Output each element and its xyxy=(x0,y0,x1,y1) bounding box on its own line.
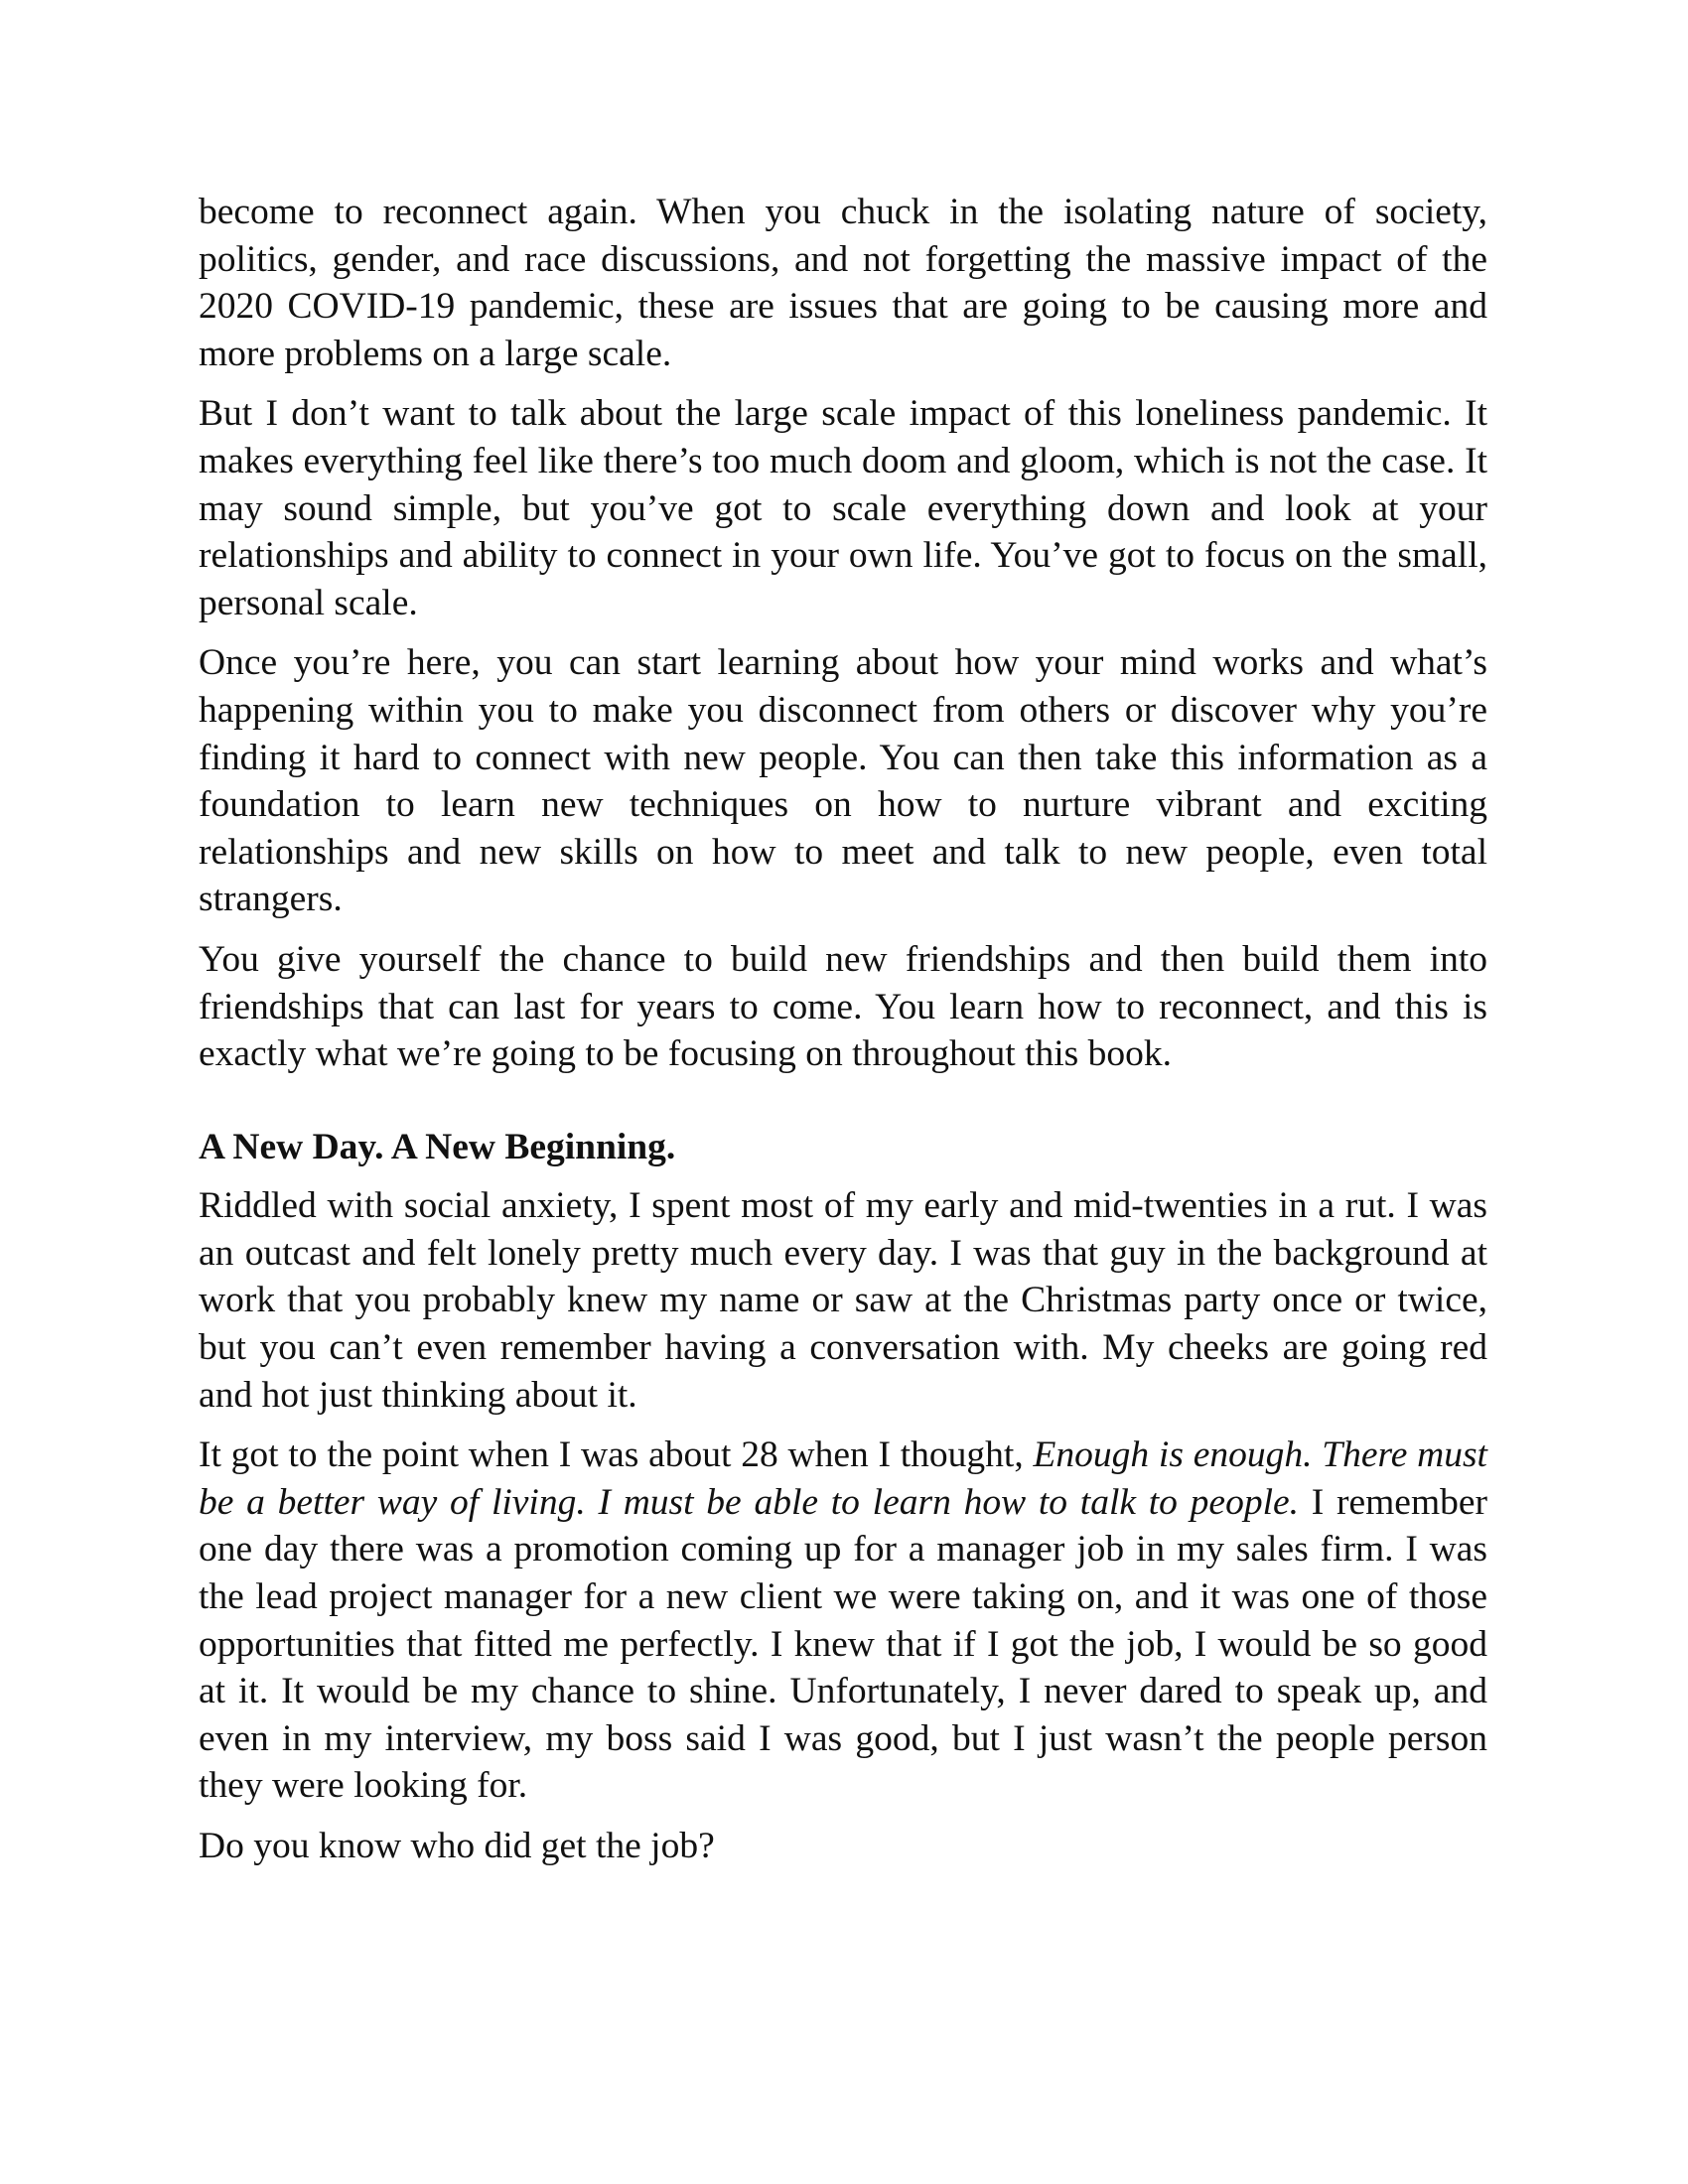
italic-thought-text: Enough is enough. There must be a better way of living. I must be able to learn how to talk to people. xyxy=(199,1434,1487,1523)
paragraph-rest-text: I remember one day there was a promotion coming up for a manager job in my sales firm. I was the lead project manager for a new client we were taking on, and it was one of those opportunities that fitted me perfectly. I knew that if I got the job, I would be so good at it. It would be my chance to shine. Unfortunately, I never dared to speak up, and even in my interview, my boss said I was good, but I just wasn’t the people person they were looking for. xyxy=(199,1481,1488,1807)
body-paragraph: become to reconnect again. When you chuck in the isolating nature of society, politics, gender, and race discussions, and not forgetting the massive impact of the 2020 COVID-19 pandemic, these are issues that are going to be causing more and more problems on a large scale. xyxy=(199,192,1487,374)
body-paragraph-question: Do you know who did get the job? xyxy=(199,1826,715,1866)
body-paragraph: Riddled with social anxiety, I spent most of my early and mid-twenties in a rut. I was an outcast and felt lonely pretty much every day. I was that guy in the background at work that you probably knew my name or saw at the Christmas party once or twice, but you can’t even remember having a conversation with. My cheeks are going red and hot just thinking about it. xyxy=(199,1185,1487,1416)
body-paragraph: Once you’re here, you can start learning about how your mind works and what’s happening within you to make you disconnect from others or discover why you’re finding it hard to connect with new people. You can then take this information as a foundation to learn new techniques on how to nurture vibrant and exciting relationships and new skills on how to meet and talk to new people, even total strangers. xyxy=(199,642,1487,920)
body-paragraph-with-italic xyxy=(199,1432,1487,1810)
body-paragraph: But I don’t want to talk about the large scale impact of this loneliness pandemic. It makes everything feel like there’s too much doom and gloom, which is not the case. It may sound simple, but you’ve got to scale everything down and look at your relationships and ability to connect in your own life. You’ve got to focus on the small, personal scale. xyxy=(199,393,1487,623)
paragraph-lead-text: It got to the point when I was about 28 when I thought, xyxy=(199,1434,1034,1476)
document-page xyxy=(199,189,1487,1883)
section-heading: A New Day. A New Beginning. xyxy=(199,1126,676,1167)
body-paragraph: You give yourself the chance to build new friendships and then build them into friendships that can last for years to come. You learn how to reconnect, and this is exactly what we’re going to be focusing on throughout this book. xyxy=(199,938,1487,1075)
